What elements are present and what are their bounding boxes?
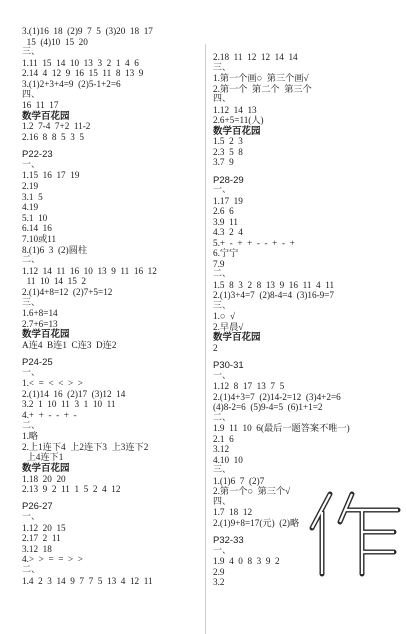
section-number-heading: 三、 (213, 62, 232, 73)
section-number-heading: 三、 (22, 47, 41, 58)
answer-line: 2.14 4 12 9 16 15 11 8 13 9 (22, 68, 144, 79)
section-number-heading: 一、 (213, 545, 232, 556)
answer-line: 1.15 16 17 19 (22, 170, 80, 181)
answer-line: 4.19 (22, 202, 39, 213)
answer-line: 上4连下1 (22, 452, 64, 463)
answer-line: 3.1 5 (22, 191, 43, 202)
page-range-heading: P26-27 (22, 501, 53, 513)
answer-line: 2.上1连下4 上2连下3 上3连下2 (22, 441, 149, 452)
answer-line: 1.○ √ (213, 311, 236, 321)
answer-line: 2.19 (22, 180, 39, 191)
answer-line: 1.略 (22, 431, 39, 442)
answer-line: 8.(1)6 3 (2)圆柱 (22, 244, 88, 255)
answer-line: 7.10或11 (22, 233, 57, 244)
section-number-heading: 一、 (22, 511, 41, 522)
answer-line: 1.18 20 20 (22, 473, 66, 484)
section-number-heading: 二、 (22, 255, 41, 266)
answer-line: 2.16 8 8 5 3 5 (22, 132, 85, 142)
answer-line: 2.17 2 11 (22, 533, 61, 544)
answer-line: 1.12 8 17 13 7 5 (213, 381, 285, 391)
section-number-heading: 二、 (213, 412, 232, 423)
answer-line: 1.7 18 12 (213, 507, 253, 517)
section-number-heading: 二、 (213, 269, 232, 279)
page-range-heading: P28-29 (213, 174, 244, 186)
answer-line: 1.12 14 11 16 10 13 9 11 16 12 (22, 265, 157, 276)
answer-line: 1.(1)6 7 (2)7 (213, 475, 265, 486)
answer-line: 3.12 18 (22, 543, 52, 554)
answer-line: 2.第一个○ 第三个√ (213, 486, 291, 496)
answer-line: 15 (4)10 15 20 (22, 36, 88, 47)
section-number-heading: 三、 (213, 300, 232, 311)
answer-line: 1.5 2 3 (213, 136, 243, 146)
watermark-zuo-icon (300, 488, 404, 578)
answer-line: 4.3 2 4 (213, 227, 243, 237)
answer-line: 3.2 (213, 577, 225, 587)
answer-line: 2.18 11 12 12 14 14 (213, 52, 298, 62)
answer-line: 2.早晨√ (213, 321, 244, 332)
page-range-heading: P22-23 (22, 149, 53, 161)
section-number-heading: 三、 (22, 297, 41, 308)
answer-line: 1.11 15 14 10 13 3 2 1 4 6 (22, 57, 139, 68)
answer-line: 1.17 19 (213, 195, 243, 206)
answer-line: 3.2 1 10 11 3 1 10 11 (22, 399, 116, 410)
answer-line: 2.6 6 (213, 206, 234, 216)
answer-line: 2.3 5 8 (213, 146, 243, 157)
answer-line: 4.10 10 (213, 454, 243, 465)
page-range-heading: P24-25 (22, 357, 53, 368)
answer-line: 2.9 (213, 566, 225, 577)
answer-line: 11 10 14 15 2 (22, 276, 86, 287)
section-number-heading: 四、 (213, 496, 232, 507)
section-number-heading: 三、 (213, 465, 232, 475)
answer-line: 2.1 6 (213, 433, 234, 444)
section-number-heading: 四、 (22, 89, 41, 100)
answer-line: 2 (213, 342, 218, 353)
page-range-heading: P30-31 (213, 360, 244, 371)
answer-line: 1.< = < < > > (22, 378, 83, 389)
answer-line: 16 11 17 (22, 100, 59, 111)
answer-line: (4)8-2=6 (5)9-4=5 (6)1+1=2 (213, 402, 323, 412)
section-title-math-garden: 数学百花园 (213, 332, 261, 343)
section-title-math-garden: 数学百花园 (22, 463, 70, 474)
answer-line: 1.5 8 3 2 8 13 9 16 11 4 11 (213, 279, 335, 290)
answer-line: 4.+ + - - + - (22, 410, 77, 420)
answer-line: 2.第一个 第二个 第三个 (213, 83, 312, 94)
section-title-math-garden: 数学百花园 (213, 125, 261, 137)
section-number-heading: 一、 (213, 370, 232, 381)
section-number-heading: 二、 (22, 564, 41, 575)
answer-line: 2.13 9 2 11 1 5 2 4 12 (22, 484, 121, 495)
answer-line: 1.第一个画○ 第三个画√ (213, 73, 309, 83)
answer-line: 1.12 20 15 (22, 522, 66, 533)
answer-line: 4.> > = = > > (22, 554, 83, 565)
answer-line: 7.9 (213, 258, 225, 269)
answer-line: 2.(1)4+3=7 (2)14-2=12 (3)4+2=6 (213, 391, 341, 402)
answer-line: 1.6+8=14 (22, 308, 58, 319)
answer-line: 2.(1)9+8=17(元) (2)略 (213, 517, 300, 528)
answer-line: 2.(1)14 16 (2)17 (3)12 14 (22, 388, 126, 399)
section-title-math-garden: 数学百花园 (22, 329, 70, 341)
answer-line: 1.9 11 10 6(最后一题答案不唯一) (213, 423, 350, 433)
answer-line: 6.宁宁 (213, 248, 239, 258)
answer-line: 3.(1)16 18 (2)9 7 5 (3)20 18 17 (22, 26, 153, 36)
answer-line: 1.2 7-4 7+2 11-2 (22, 121, 91, 132)
page-range-heading: P32-33 (213, 535, 244, 546)
answer-line: 2.6+5=11(人) (213, 115, 264, 125)
answer-line: 5.1 10 (22, 212, 48, 223)
section-number-heading: 一、 (213, 185, 232, 195)
answer-line: 3.12 (213, 444, 230, 454)
answer-line: 3.9 11 (213, 216, 238, 227)
answer-line: 1.4 2 3 14 9 7 7 5 13 4 12 11 (22, 575, 153, 586)
answer-line: 6.14 16 (22, 223, 52, 234)
answer-line: 5.+ - + + - - + - + (213, 237, 295, 248)
section-number-heading: 二、 (22, 420, 41, 431)
section-number-heading: 四、 (213, 94, 232, 104)
answer-line: 2.7+6=13 (22, 318, 58, 329)
answer-line: 3.(1)2+3+4=9 (2)5-1+2=6 (22, 79, 121, 89)
answer-line: 1.12 14 13 (213, 104, 257, 115)
answer-line: 2.(1)3+4=7 (2)8-4=4 (3)16-9=7 (213, 290, 334, 300)
column-divider (205, 44, 206, 634)
answer-line: A连4 B连1 C连3 D连2 (22, 339, 117, 350)
section-number-heading: 一、 (22, 367, 41, 378)
answer-line: 2.(1)4+8=12 (2)7+5=12 (22, 286, 113, 297)
answer-line: 1.9 4 0 8 3 9 2 (213, 556, 280, 566)
answer-line: 3.7 9 (213, 157, 234, 167)
section-number-heading: 一、 (22, 159, 41, 170)
section-title-math-garden: 数学百花园 (22, 110, 70, 122)
